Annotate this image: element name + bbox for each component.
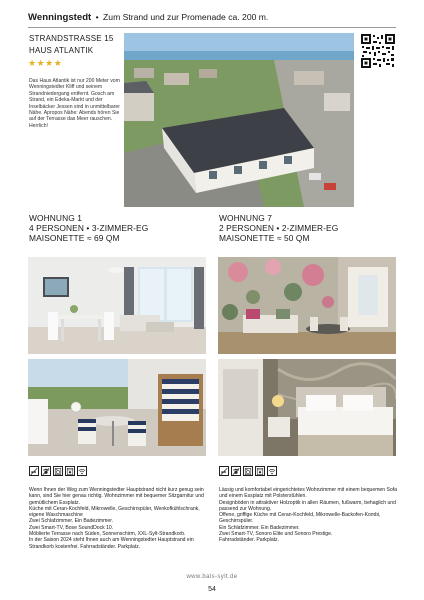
description-paragraph: In der Saison 2024 steht Ihnen auch am Wenningstedter Hauptstrand ein Strandkorb kostenfrei. Fahrradständer. Parkplatz. [29, 537, 194, 550]
rating-stars: ★★★★ [28, 58, 63, 68]
header-divider [28, 27, 396, 28]
property-name: HAUS ATLANTIK [29, 46, 94, 55]
description-paragraph: Möblierte Terrasse nach Süden, Sonnenschirm, XXL-Sylt-Strandkorb. [29, 531, 186, 538]
description-paragraph: Küche mit Ceran-Kochfeld, Mikrowelle, Geschirrspüler, Wenkofkühlschrank, eigene Waschmaschine [29, 505, 200, 519]
apartment-1-persons: 4 PERSONEN • 3-ZIMMER-EG [29, 223, 149, 234]
location-name: Wenningstedt [28, 12, 92, 23]
wifi-icon [77, 466, 87, 476]
dishwasher-icon [255, 466, 265, 476]
dishwasher-icon [65, 466, 75, 476]
apartment-1-type: MAISONETTE ≈ 69 QM [29, 233, 120, 244]
apartment-7-bedroom-photo [218, 359, 396, 456]
location-tagline: Zum Strand und zur Promenade ca. 200 m. [103, 12, 269, 22]
apartment-7-title: WOHNUNG 7 [219, 213, 273, 223]
qr-code [360, 33, 396, 69]
apartment-1-title: WOHNUNG 1 [29, 213, 83, 223]
description-paragraph: Designböden in attraktiver Holzoptik in allen Räumen, fußwarm, behaglich und passend zur Wohnung. [219, 499, 396, 512]
property-intro: Das Haus Atlantik ist nur 200 Meter vom Wenningstedter Kliff und seinem Strandniedergang entfernt. Gosch am Strand, ein Edeka-Markt und der Inselbäcker Jessen sind in unmittelbarer Nähe. Apropos Nähe: Abends hören Sie auf der Terrasse das Meer rauschen. Herrlich! [29, 78, 120, 129]
no-smoking-icon [29, 466, 39, 476]
description-paragraph: Zwei Smart-TV, Bose SoundDock 10. [29, 524, 114, 531]
description-paragraph: Zwei Smart-TV, Sonoro Elite und Sonoro Prestige. [219, 531, 333, 538]
apartment-1-amenities [29, 466, 87, 476]
description-paragraph: Fahrradständer. Parkplatz. [219, 537, 280, 544]
description-paragraph: Wenn Ihnen der Weg zum Wenningstedter Hauptstrand nicht kurz genug sein kann, sind Sie hier genau richtig. Wohnzimmer mit bequemer Sitzgarnitur und gemütlichem Essplatz. [29, 487, 204, 506]
apartment-7-living-photo [218, 257, 396, 354]
apartment-1-description [29, 487, 209, 550]
apartment-1-terrace-photo [28, 359, 206, 456]
description-paragraph: Zwei Schlafzimmer. Ein Badezimmer. [29, 518, 114, 525]
apartment-7-amenities [219, 466, 277, 476]
no-smoking-icon [219, 466, 229, 476]
aerial-photo [124, 33, 354, 207]
property-street: STRANDSTRASSE 15 [29, 34, 114, 43]
page-number: 54 [208, 586, 216, 593]
no-pets-icon [41, 466, 51, 476]
page-header [28, 12, 396, 23]
apartment-1-heading [29, 213, 148, 244]
apartment-1-living-photo [28, 257, 206, 354]
apartment-7-description [219, 487, 399, 544]
washer-icon [53, 466, 63, 476]
website-link[interactable]: www.bals-sylt.de [186, 574, 238, 580]
description-paragraph: Ein Schlafzimmer. Ein Badezimmer. [219, 524, 300, 531]
apartment-7-type: MAISONETTE ≈ 50 QM [219, 233, 310, 244]
description-paragraph: Lässig und komfortabel eingerichtetes Wohnzimmer mit einem bequemen Sofa und einem Essplatz mit Polsterstühlen. [219, 487, 397, 500]
separator-dot: • [95, 12, 99, 22]
no-pets-icon [231, 466, 241, 476]
description-paragraph: Offene, griffige Küche mit Ceran-Kochfeld, Mikrowelle-Backofen-Kombi, Geschirrspüler. [219, 512, 381, 525]
wifi-icon [267, 466, 277, 476]
apartment-7-persons: 2 PERSONEN • 2-ZIMMER-EG [219, 223, 339, 234]
washer-icon [243, 466, 253, 476]
apartment-7-heading [219, 213, 338, 244]
